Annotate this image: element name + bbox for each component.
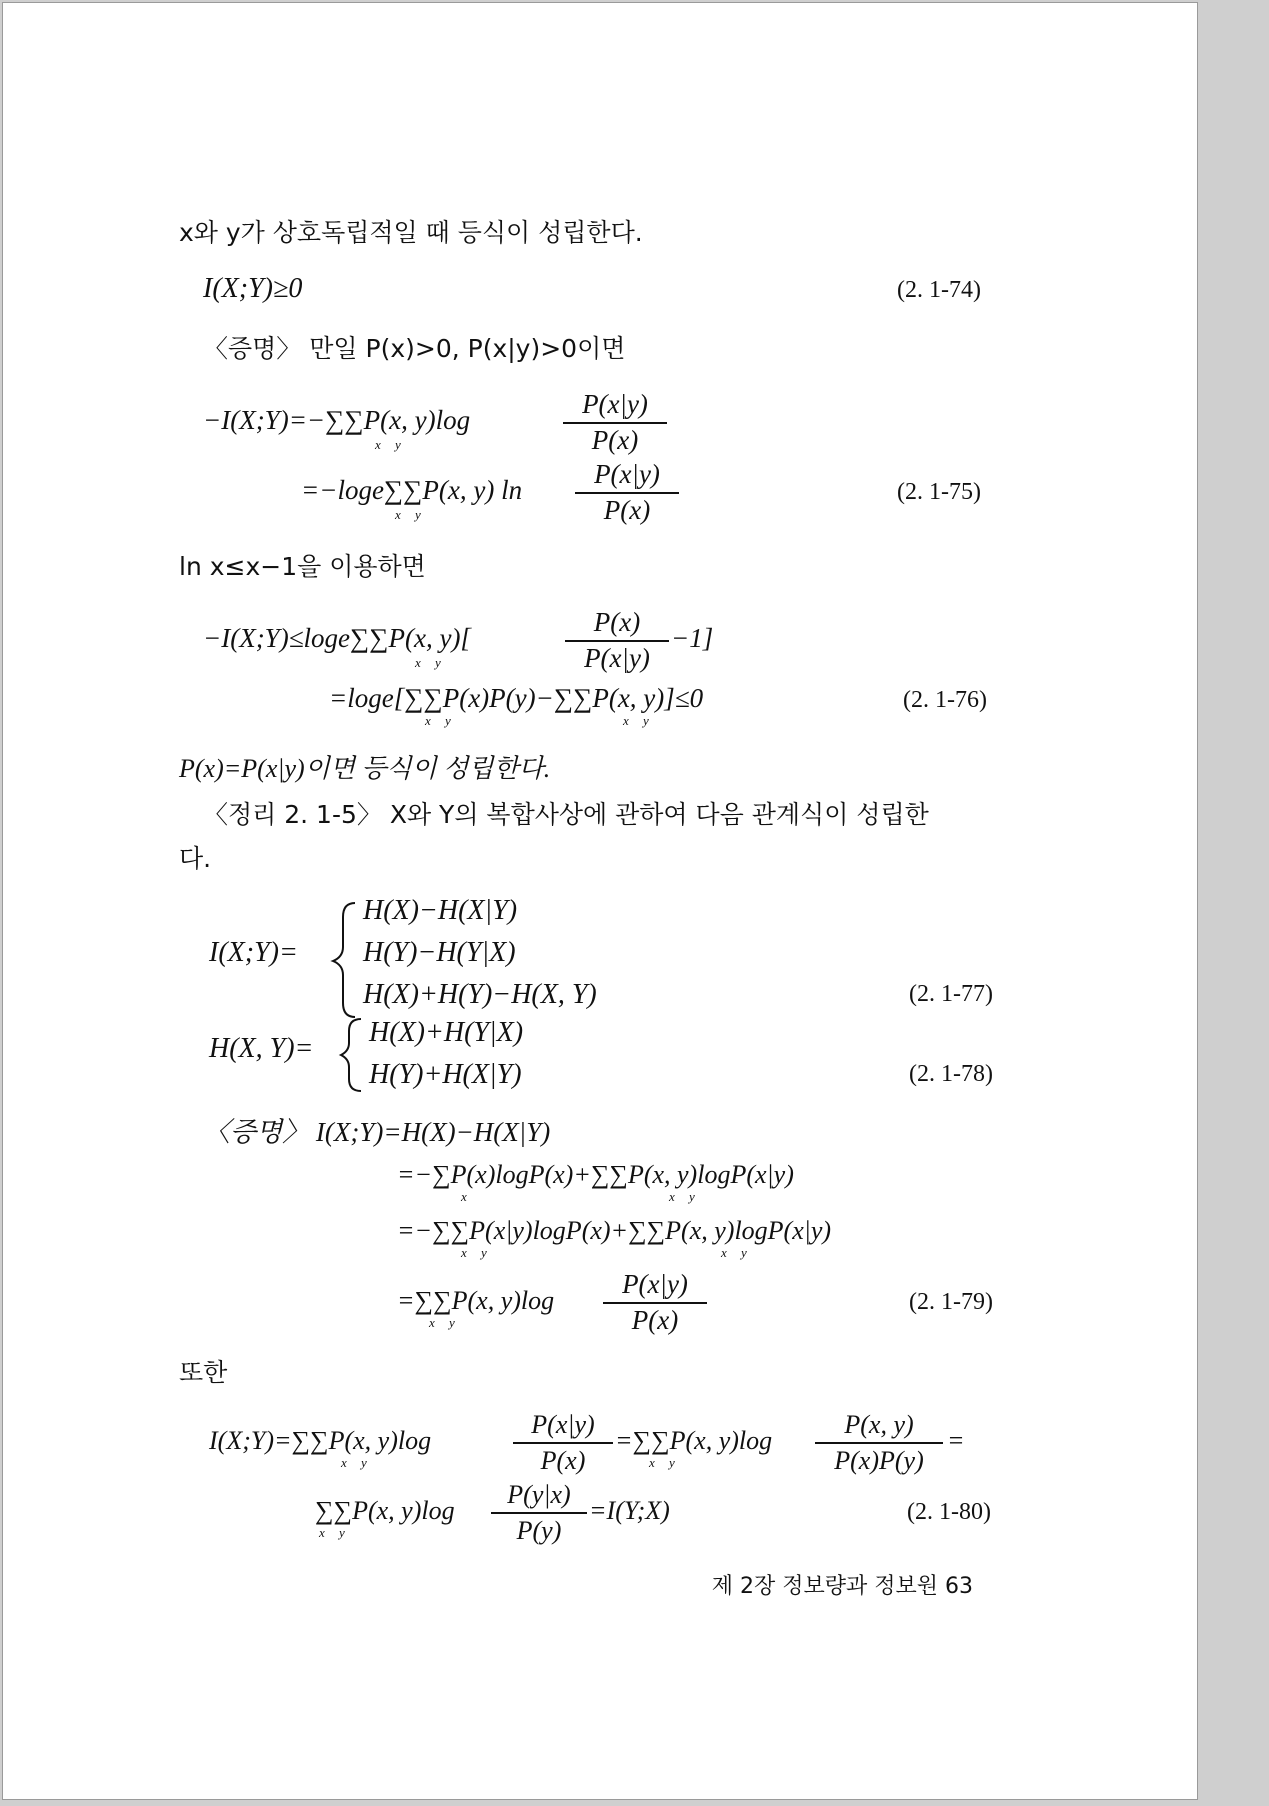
- sub-x: x: [623, 713, 629, 728]
- eq-80a-lhs: I(X;Y)=∑∑P(x, y)log: [209, 1426, 432, 1455]
- eq-75a-numerator: P(x|y): [582, 389, 648, 419]
- sub-y: y: [415, 507, 421, 522]
- eq-79-number: (2. 1-79): [909, 1289, 993, 1315]
- sub-x: x: [721, 1245, 727, 1260]
- sub-y: y: [481, 1245, 487, 1260]
- sub-x: x: [341, 1455, 347, 1470]
- eq-80b-numerator: P(y|x): [507, 1480, 571, 1509]
- sub-y: y: [643, 713, 649, 728]
- sub-y: y: [449, 1315, 455, 1330]
- page-footer: 제 2장 정보량과 정보원 63: [711, 1574, 973, 1599]
- brace-left: [333, 903, 355, 1017]
- eq-80a-frac1-numerator: P(x|y): [531, 1410, 595, 1439]
- sub-y: y: [669, 1455, 675, 1470]
- eq-77-lhs: I(X;Y)=: [209, 937, 298, 968]
- eq-75a-denominator: P(x): [591, 425, 639, 455]
- text-also: 또한: [179, 1358, 228, 1387]
- sub-y: y: [689, 1189, 695, 1204]
- proof-2-line-1: =−∑P(x)logP(x)+∑∑P(x, y)logP(x|y): [397, 1160, 794, 1189]
- eq-77-number: (2. 1-77): [909, 981, 993, 1007]
- sub-y: y: [445, 713, 451, 728]
- sub-x: x: [461, 1189, 467, 1204]
- theorem-line-1: 〈정리 2. 1-5〉 X와 Y의 복합사상에 관하여 다음 관계식이 성립한: [203, 800, 929, 829]
- proof-2-line-3: =∑∑P(x, y)log: [397, 1286, 555, 1315]
- eq-77-row-2: H(Y)−H(Y|X): [363, 937, 516, 968]
- eq-76a-denominator: P(x|y): [584, 643, 650, 673]
- page-content: [3, 3, 1197, 1799]
- eq-77-row-3: H(X)+H(Y)−H(X, Y): [363, 979, 597, 1010]
- proof-2-line-3-denominator: P(x): [631, 1305, 679, 1335]
- proof-2-line-3-numerator: P(x|y): [622, 1269, 688, 1299]
- eq-74-number: (2. 1-74): [897, 277, 981, 303]
- sub-x: x: [461, 1245, 467, 1260]
- sub-x: x: [425, 713, 431, 728]
- sub-y: y: [395, 437, 401, 452]
- eq-78-row-1: H(X)+H(Y|X): [369, 1017, 524, 1048]
- sub-y: y: [741, 1245, 747, 1260]
- eq-75a-lhs: −I(X;Y)=−∑∑P(x, y)log: [203, 405, 471, 435]
- sub-y: y: [339, 1525, 345, 1540]
- eq-76a-lhs: −I(X;Y)≤loge∑∑P(x, y)[: [203, 623, 471, 653]
- sub-x: x: [429, 1315, 435, 1330]
- eq-80b-denominator: P(y): [516, 1516, 562, 1545]
- brace-left: [341, 1019, 361, 1091]
- eq-75-number: (2. 1-75): [897, 479, 981, 505]
- eq-80-number: (2. 1-80): [907, 1499, 991, 1525]
- theorem-line-2: 다.: [179, 844, 212, 873]
- eq-80a-mid: =∑∑P(x, y)log: [615, 1426, 773, 1455]
- text-line-equality: P(x)=P(x|y)이면 등식이 성립한다.: [179, 754, 551, 783]
- proof-2-head: 〈증명〉 I(X;Y)=H(X)−H(X|Y): [203, 1117, 551, 1147]
- sub-x: x: [395, 507, 401, 522]
- sub-x: x: [415, 655, 421, 670]
- eq-80a-frac2-numerator: P(x, y): [844, 1410, 914, 1439]
- eq-80b-lhs: ∑∑P(x, y)log: [315, 1496, 455, 1525]
- eq-80a-frac1-denominator: P(x): [540, 1446, 586, 1475]
- eq-77-row-1: H(X)−H(X|Y): [363, 895, 518, 926]
- eq-76-number: (2. 1-76): [903, 687, 987, 713]
- eq-76a-numerator: P(x): [593, 607, 641, 637]
- sub-y: y: [435, 655, 441, 670]
- eq-74: I(X;Y)≥0: [203, 273, 303, 304]
- eq-76b: =loge[∑∑P(x)P(y)−∑∑P(x, y)]≤0: [329, 683, 704, 713]
- eq-80b-tail: =I(Y;X): [589, 1496, 670, 1525]
- eq-80a-frac2-denominator: P(x)P(y): [834, 1446, 924, 1475]
- eq-75b-numerator: P(x|y): [594, 459, 660, 489]
- eq-78-number: (2. 1-78): [909, 1061, 993, 1087]
- eq-78-row-2: H(Y)+H(X|Y): [369, 1059, 522, 1090]
- book-page: [2, 2, 1198, 1800]
- sub-y: y: [361, 1455, 367, 1470]
- sub-x: x: [669, 1189, 675, 1204]
- sub-x: x: [649, 1455, 655, 1470]
- eq-78-lhs: H(X, Y)=: [209, 1033, 314, 1064]
- eq-80a-equals: =: [947, 1426, 965, 1455]
- sub-x: x: [375, 437, 381, 452]
- eq-76a-tail: −1]: [671, 623, 714, 653]
- sub-x: x: [319, 1525, 325, 1540]
- text-line-ln: ln x≤x−1을 이용하면: [179, 552, 426, 581]
- text-line-independent: x와 y가 상호독립적일 때 등식이 성립한다.: [179, 218, 643, 247]
- proof-2-line-2: =−∑∑P(x|y)logP(x)+∑∑P(x, y)logP(x|y): [397, 1216, 832, 1245]
- eq-75b-lhs: =−loge∑∑P(x, y) ln: [301, 475, 523, 505]
- proof-1-intro: 〈증명〉 만일 P(x)>0, P(x|y)>0이면: [203, 334, 626, 363]
- eq-75b-denominator: P(x): [603, 495, 651, 525]
